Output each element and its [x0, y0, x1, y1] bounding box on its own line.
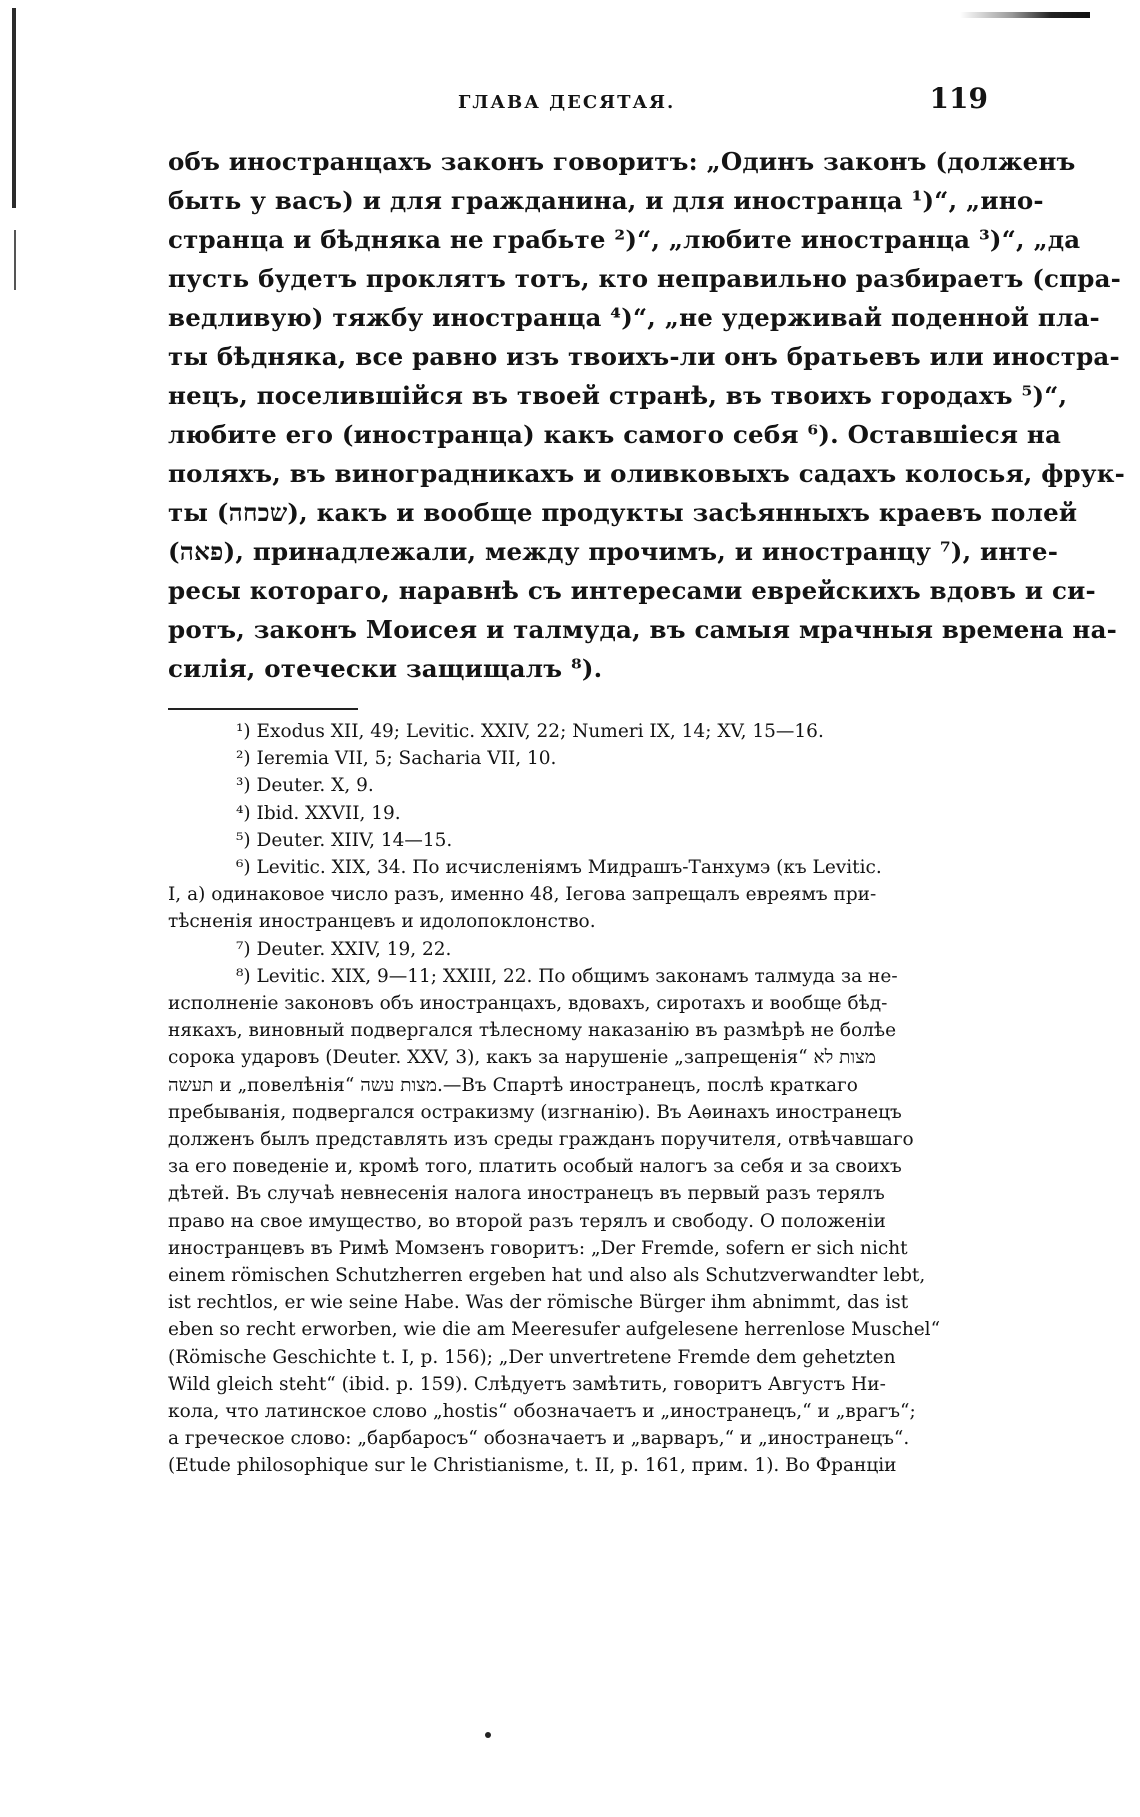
- footnote-line: право на свое имущество, во второй разъ терялъ и свободу. О положеніи: [168, 1210, 886, 1232]
- footnote-line: einem römischen Schutzherren ergeben hat und also als Schutzverwandter lebt,: [168, 1265, 926, 1287]
- footnote-line: ⁷) Deuter. XXIV, 19, 22.: [236, 938, 452, 960]
- page-header: [168, 82, 988, 130]
- footnote-line: eben so recht erworben, wie die am Meeresufer aufgelesene herrenlose Muschel“: [168, 1319, 941, 1341]
- footnote-line: пребыванія, подвергался остракизму (изгнанію). Въ Аѳинахъ иностранецъ: [168, 1101, 902, 1123]
- footnote-line: долженъ былъ представлять изъ среды гражданъ поручителя, отвѣчавшаго: [168, 1129, 914, 1151]
- footnote-line: исполненіе законовъ объ иностранцахъ, вдовахъ, сиротахъ и вообще бѣд-: [168, 993, 888, 1015]
- footnote-line: за его поведеніе и, кромѣ того, платить особый налогъ за себя и за своихъ: [168, 1156, 902, 1178]
- footnote-line: ²) Ieremia VII, 5; Sacharia VII, 10.: [236, 748, 557, 770]
- footnote-line: I, а) одинаковое число разъ, именно 48, Іегова запрещалъ евреямъ при-: [168, 884, 877, 906]
- footnote-line: сорока ударовъ (Deuter. XXV, 3), какъ за нарушеніе „запрещенія“ מצות לא: [168, 1047, 876, 1069]
- footnote-line: (Römische Geschichte t. I, p. 156); „Der unvertretene Fremde dem gehetzten: [168, 1346, 896, 1368]
- footnote-line: (Etude philosophique sur le Christianisme, t. II, p. 161, прим. 1). Во Франціи: [168, 1455, 897, 1477]
- text-line: ведливую) тяжбу иностранца ⁴)“, „не удерживай поденной пла-: [168, 303, 1100, 332]
- footnote-line: иностранцевъ въ Римѣ Момзенъ говоритъ: „Der Fremde, sofern er sich nicht: [168, 1237, 908, 1259]
- footnote-line: някахъ, виновный подвергался тѣлесному наказанію въ размѣрѣ не болѣе: [168, 1020, 897, 1042]
- text-line: (פאה), принадлежали, между прочимъ, и иностранцу ⁷), инте-: [168, 537, 1059, 566]
- footnote-line: ¹) Exodus XII, 49; Levitic. XXIV, 22; Numeri IX, 14; XV, 15—16.: [236, 721, 824, 742]
- text-line: любите его (иностранца) какъ самого себя ⁶). Оставшіеся на: [168, 420, 1062, 449]
- footnote-line: ist rechtlos, er wie seine Habe. Was der römische Bürger ihm abnimmt, das ist: [168, 1292, 909, 1314]
- page-number: 119: [929, 82, 988, 115]
- book-page: [168, 82, 1125, 1480]
- scan-binding-edge-mark: [14, 230, 16, 290]
- text-line: ты бѣдняка, все равно изъ твоихъ-ли онъ братьевъ или иностра-: [168, 342, 1120, 371]
- text-line: быть у васъ) и для гражданина, и для иностранца ¹)“, „ино-: [168, 186, 1044, 215]
- text-line: пусть будетъ проклятъ тотъ, кто неправильно разбираетъ (спра-: [168, 264, 1122, 293]
- text-line: ротъ, законъ Моисея и талмуда, въ самыя мрачныя времена на-: [168, 615, 1118, 644]
- footnote-line: תעשה и „повелѣнія“ מצות עשה.—Въ Спартѣ иностранецъ, послѣ краткаго: [168, 1074, 858, 1096]
- scan-dot-mark: [485, 1732, 491, 1738]
- footnote-line: тѣсненія иностранцевъ и идолопоклонство.: [168, 911, 596, 933]
- text-line: ты (שכחה), какъ и вообще продукты засѣянныхъ краевъ полей: [168, 498, 1078, 527]
- footnote-line: кола, что латинское слово „hostis“ обозначаетъ и „иностранецъ,“ и „врагъ“;: [168, 1401, 916, 1423]
- footnote-line: а греческое слово: „барбаросъ“ обозначаетъ и „варваръ,“ и „иностранецъ“.: [168, 1428, 910, 1450]
- text-line: поляхъ, въ виноградникахъ и оливковыхъ садахъ колосья, фрук-: [168, 459, 1125, 488]
- footnotes: [168, 718, 988, 1480]
- footnote-line: ⁸) Levitic. XIX, 9—11; XXIII, 22. По общимъ законамъ талмуда за не-: [236, 965, 898, 987]
- scan-corner-mark: [960, 12, 1090, 18]
- running-head: ГЛАВА ДЕСЯТАЯ.: [458, 92, 676, 113]
- footnote-line: ³) Deuter. X, 9.: [236, 775, 374, 797]
- text-line: ресы котораго, наравнѣ съ интересами еврейскихъ вдовъ и си-: [168, 576, 1096, 605]
- footnote-line: ⁶) Levitic. XIX, 34. По исчисленіямъ Мидрашъ-Танхумэ (къ Levitic.: [236, 857, 882, 879]
- footnote-line: дѣтей. Въ случаѣ невнесенія налога иностранецъ въ первый разъ терялъ: [168, 1183, 885, 1205]
- text-line: силія, отечески защищалъ ⁸).: [168, 654, 603, 683]
- text-line: объ иностранцахъ законъ говоритъ: „Одинъ законъ (долженъ: [168, 147, 1076, 176]
- footnote-line: ⁴) Ibid. XXVII, 19.: [236, 802, 401, 824]
- scan-binding-edge: [12, 8, 16, 208]
- footnote-separator: [168, 708, 358, 710]
- text-line: странца и бѣдняка не грабьте ²)“, „любите иностранца ³)“, „да: [168, 225, 1081, 254]
- footnote-line: ⁵) Deuter. XIIV, 14—15.: [236, 829, 453, 851]
- footnote-line: Wild gleich steht“ (ibid. p. 159). Слѣдуетъ замѣтить, говоритъ Августъ Ни-: [168, 1373, 886, 1395]
- main-text: [168, 142, 1125, 688]
- text-line: нецъ, поселившійся въ твоей странѣ, въ твоихъ городахъ ⁵)“,: [168, 381, 1068, 410]
